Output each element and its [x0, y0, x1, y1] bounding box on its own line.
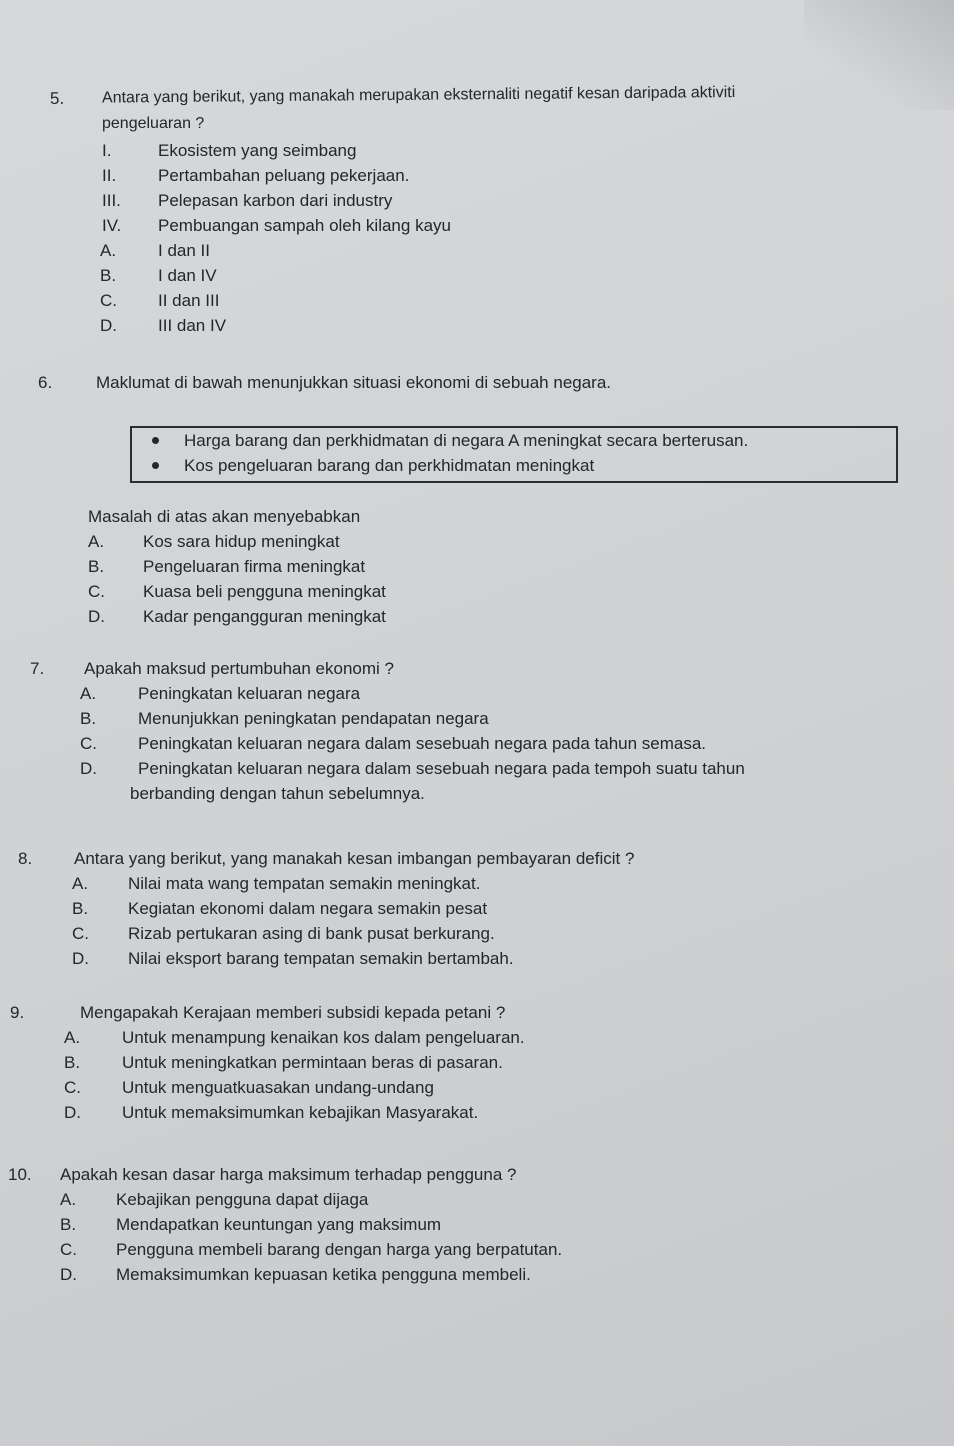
option-text[interactable]: Kuasa beli pengguna meningkat	[143, 582, 386, 601]
page-corner-shadow	[804, 0, 954, 110]
question-number: 10.	[8, 1165, 32, 1184]
question-stem: Apakah kesan dasar harga maksimum terhadap pengguna ?	[60, 1165, 517, 1184]
statement-text: Pelepasan karbon dari industry	[158, 191, 393, 210]
option-text[interactable]: Nilai eksport barang tempatan semakin bertambah.	[128, 949, 514, 968]
option-label[interactable]: B.	[64, 1053, 81, 1072]
option-text[interactable]: Untuk menampung kenaikan kos dalam pengeluaran.	[122, 1028, 525, 1047]
question-8	[18, 846, 634, 971]
question-stem: Apakah maksud pertumbuhan ekonomi ?	[84, 659, 394, 678]
option-text-cont[interactable]: berbanding dengan tahun sebelumnya.	[130, 784, 425, 803]
info-bullet: Harga barang dan perkhidmatan di negara A meningkat secara berterusan.	[132, 428, 896, 453]
option-text[interactable]: Pengeluaran firma meningkat	[143, 557, 366, 576]
question-6	[38, 370, 611, 395]
question-stem: Maklumat di bawah menunjukkan situasi ekonomi di sebuah negara.	[96, 373, 612, 392]
option-text[interactable]: I dan II	[158, 241, 210, 260]
option-text[interactable]: Peningkatan keluaran negara dalam sesebuah negara pada tempoh suatu tahun	[138, 759, 745, 778]
question-9	[10, 1000, 525, 1125]
question-7	[30, 656, 745, 806]
question-number: 7.	[30, 659, 45, 678]
option-text[interactable]: Nilai mata wang tempatan semakin meningkat.	[128, 874, 481, 893]
option-label[interactable]: C.	[72, 924, 89, 943]
option-text[interactable]: Untuk memaksimumkan kebajikan Masyarakat.	[122, 1103, 479, 1122]
option-text[interactable]: III dan IV	[158, 316, 227, 335]
option-text[interactable]: Peningkatan keluaran negara dalam sesebuah negara pada tahun semasa.	[138, 734, 707, 753]
option-label[interactable]: D.	[72, 949, 89, 968]
option-label[interactable]: A.	[64, 1028, 81, 1047]
option-label[interactable]: C.	[88, 582, 105, 601]
question-stem: Mengapakah Kerajaan memberi subsidi kepada petani ?	[80, 1003, 506, 1022]
option-label[interactable]: D.	[64, 1103, 81, 1122]
option-text[interactable]: Kadar pengangguran meningkat	[143, 607, 386, 626]
question-6-options	[88, 504, 386, 629]
option-label[interactable]: B.	[80, 709, 97, 728]
info-box	[130, 426, 898, 483]
option-label[interactable]: D.	[80, 759, 97, 778]
statement-label: I.	[102, 141, 112, 160]
statement-label: II.	[102, 166, 117, 185]
option-text[interactable]: Untuk menguatkuasakan undang-undang	[122, 1078, 434, 1097]
option-label[interactable]: C.	[60, 1240, 77, 1259]
question-stem-cont: pengeluaran ?	[102, 115, 205, 132]
bullet-icon	[152, 462, 159, 469]
option-label[interactable]: A.	[100, 241, 117, 260]
option-label[interactable]: B.	[100, 266, 117, 285]
question-5	[50, 86, 735, 338]
option-text[interactable]: Memaksimumkan kepuasan ketika pengguna membeli.	[116, 1265, 531, 1284]
option-label[interactable]: A.	[72, 874, 89, 893]
option-text[interactable]: Mendapatkan keuntungan yang maksimum	[116, 1215, 442, 1234]
question-number: 9.	[10, 1003, 25, 1022]
option-label[interactable]: B.	[60, 1215, 77, 1234]
option-text[interactable]: Peningkatan keluaran negara	[138, 684, 361, 703]
question-10	[8, 1162, 562, 1287]
option-text[interactable]: Kos sara hidup meningkat	[143, 532, 340, 551]
option-text[interactable]: Kegiatan ekonomi dalam negara semakin pesat	[128, 899, 488, 918]
bullet-icon	[152, 437, 159, 444]
question-stem: Antara yang berikut, yang manakah kesan imbangan pembayaran deficit ?	[74, 849, 635, 868]
option-text[interactable]: Rizab pertukaran asing di bank pusat berkurang.	[128, 924, 495, 943]
option-label[interactable]: C.	[100, 291, 117, 310]
statement-label: IV.	[102, 216, 122, 235]
question-number: 8.	[18, 849, 33, 868]
option-label[interactable]: C.	[80, 734, 97, 753]
option-label[interactable]: A.	[60, 1190, 77, 1209]
question-followup: Masalah di atas akan menyebabkan	[88, 507, 361, 526]
option-text[interactable]: I dan IV	[158, 266, 217, 285]
option-label[interactable]: B.	[72, 899, 89, 918]
option-label[interactable]: A.	[88, 532, 105, 551]
statement-text: Pembuangan sampah oleh kilang kayu	[158, 216, 451, 235]
question-stem: Antara yang berikut, yang manakah merupakan eksternaliti negatif kesan daripada aktiviti	[101, 84, 736, 107]
question-number: 6.	[38, 373, 53, 392]
option-text[interactable]: Menunjukkan peningkatan pendapatan negara	[138, 709, 489, 728]
info-bullet: Kos pengeluaran barang dan perkhidmatan meningkat	[132, 453, 896, 478]
option-text[interactable]: Untuk meningkatkan permintaan beras di pasaran.	[122, 1053, 503, 1072]
statement-text: Pertambahan peluang pekerjaan.	[158, 166, 410, 185]
option-text[interactable]: Pengguna membeli barang dengan harga yang berpatutan.	[116, 1240, 563, 1259]
option-label[interactable]: D.	[100, 316, 117, 335]
statement-text: Ekosistem yang seimbang	[158, 141, 357, 160]
option-label[interactable]: C.	[64, 1078, 81, 1097]
option-label[interactable]: D.	[60, 1265, 77, 1284]
option-label[interactable]: A.	[80, 684, 97, 703]
option-text[interactable]: II dan III	[158, 291, 220, 310]
option-text[interactable]: Kebajikan pengguna dapat dijaga	[116, 1190, 369, 1209]
question-number: 5.	[49, 88, 65, 108]
statement-label: III.	[102, 191, 121, 210]
option-label[interactable]: D.	[88, 607, 105, 626]
option-label[interactable]: B.	[88, 557, 105, 576]
